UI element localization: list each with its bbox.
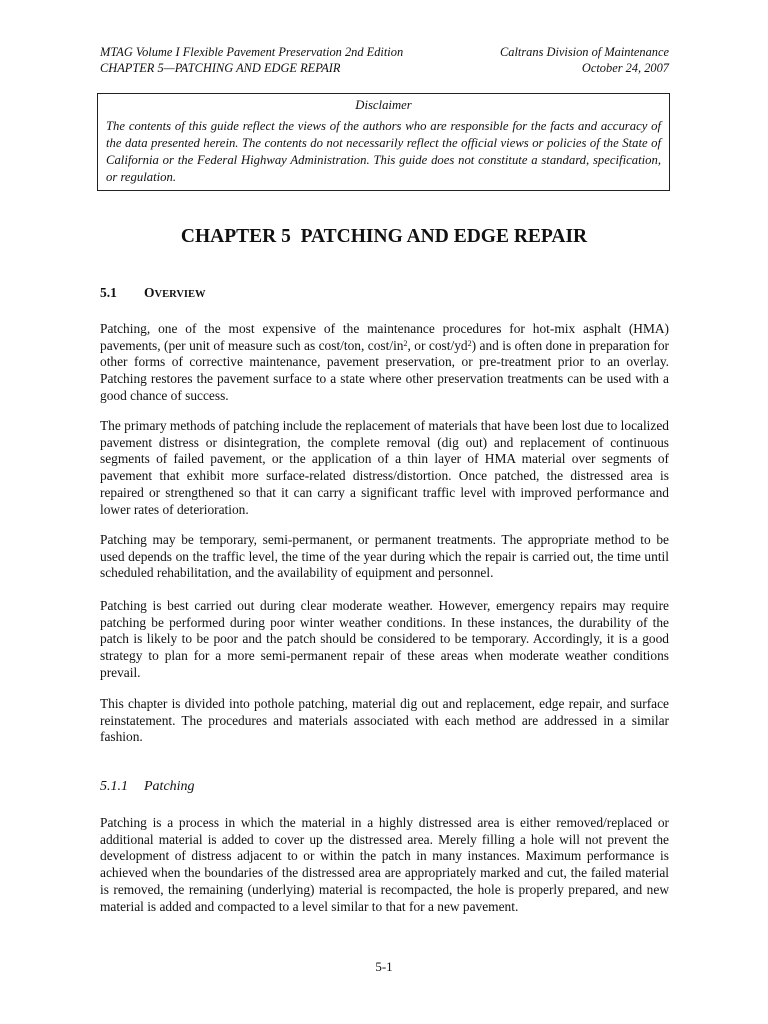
paragraph-overview-3: Patching may be temporary, semi-permanent, or permanent treatments. The appropriate method to be used depends on the traffic level, the time of the year during which the repair is carried out, the time until scheduled rehabilitation, and the availability of equipment and personnel. [100,532,669,581]
disclaimer-box [97,93,670,191]
subsection-title: Patching [144,779,195,794]
header-chapter: CHAPTER 5—PATCHING AND EDGE REPAIR [100,61,341,75]
paragraph-overview-2: The primary methods of patching include the replacement of materials that have been lost due to localized pavement distress or disintegration, the complete removal (dig out) and replacement of continuous segments of failed pavement, or the application of a thin layer of HMA material over segments of pavement that exhibit more surface-related distress/distortion. Once patched, the distressed area is repaired or strengthened so that it can carry a significant traffic level with improved performance and lower rates of deterioration. [100,418,669,517]
paragraph-overview-1 [100,321,669,405]
page-number: 5-1 [375,959,393,974]
chapter-title: CHAPTER 5 PATCHING AND EDGE REPAIR [180,226,588,247]
section-heading [100,284,206,304]
paragraph-overview-5: This chapter is divided into pothole patching, material dig out and replacement, edge repair, and surface reinstatement. The procedures and materials associated with each method are addressed in a similar fashion. [100,696,669,745]
paragraph-text: Patching, one of the most expensive of the maintenance procedures for hot-mix asphalt (HMA) pavements, (per unit of measure such as cost/ton, cost/in [100,321,669,353]
paragraph-overview-4: Patching is best carried out during clear moderate weather. However, emergency repairs may require patching be performed during poor winter weather conditions. In these instances, the durability of the patch is likely to be poor and the patch should be considered to be temporary. Accordingly, it is a good strategy to plan for a more semi-permanent repair of these areas when moderate weather conditions prevail. [100,598,669,680]
section-title-initial: O [144,285,155,300]
subsection-heading [100,777,195,797]
superscript: 2 [403,338,408,348]
subsection-number: 5.1.1 [100,779,128,794]
header-document-title: MTAG Volume I Flexible Pavement Preservation 2nd Edition [100,45,404,59]
header-date: October 24, 2007 [581,61,669,75]
header-row-2 [100,60,669,76]
superscript: 2 [467,338,472,348]
paragraph-text: ) and is often done in preparation for other forms of corrective maintenance, pavement preservation, or pre-treatment prior to an overlay. Patching restores the pavement surface to a state where other preservation treatments can be used with a good chance of success. [100,337,670,403]
paragraph-patching: Patching is a process in which the material in a highly distressed area is either removed/replaced or additional material is added to cover up the distressed area. Merely filling a hole will not prevent the development of distress adjacent to or within the patch in many instances. Maximum performance is achieved when the boundaries of the distressed area are appropriately marked and cut, the failed material is removed, the remaining (underlying) material is recompacted, the hole is properly prepared, and new material is added and compacted to a level similar to that for a new pavement. [100,815,669,914]
disclaimer-title: Disclaimer [355,98,412,112]
disclaimer-body: The contents of this guide reflect the views of the authors who are responsible for the facts and accuracy of the data presented herein. The contents do not necessarily reflect the official views or policies of the State of California or the Federal Highway Administration. This guide does not constitute a standard, specification, or regulation. [106,119,661,184]
page-header [100,44,669,76]
section-title-rest: VERVIEW [154,289,206,300]
section-number: 5.1 [100,285,117,300]
paragraph-text: , or cost/yd [407,337,468,353]
header-row-1 [100,44,669,60]
header-organization: Caltrans Division of Maintenance [500,45,669,59]
